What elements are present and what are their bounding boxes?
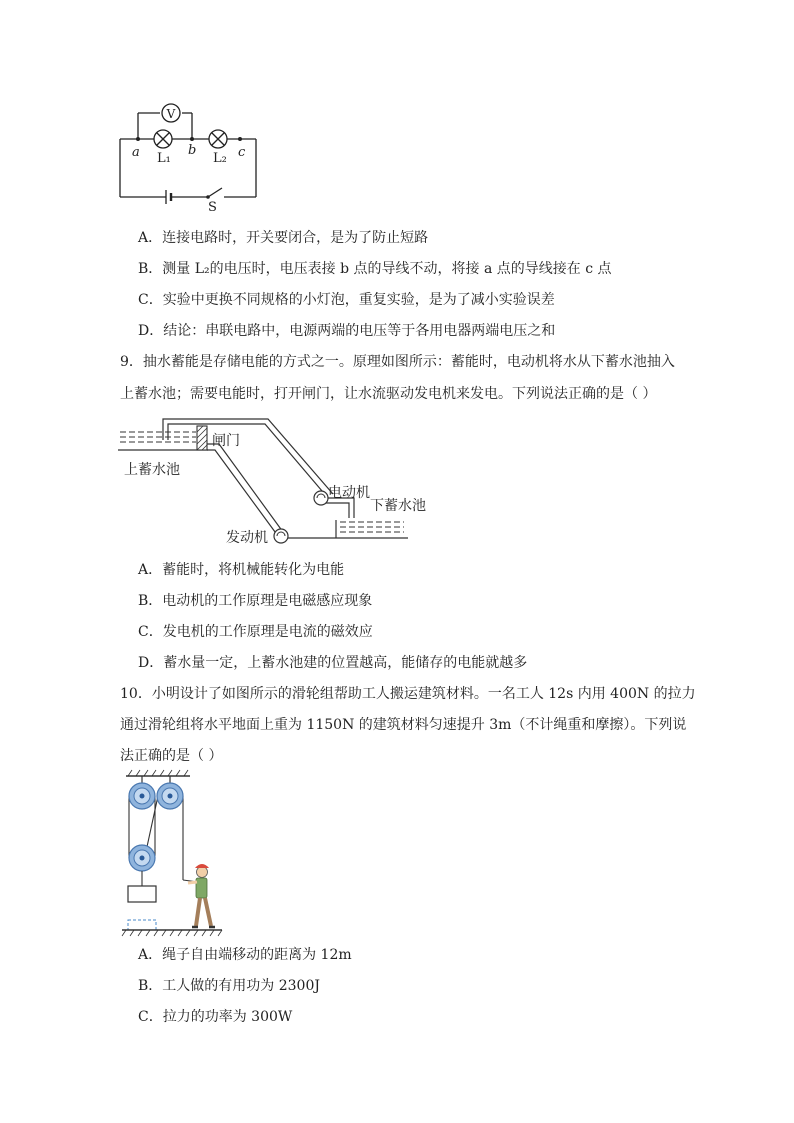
- battery-symbol: [166, 190, 171, 204]
- q8-option-c: C．实验中更换不同规格的小灯泡，重复实验，是为了减小实验误差: [138, 292, 555, 308]
- fixed-pulley-left: [129, 783, 155, 809]
- q10-stem-line1: 10．小明设计了如图所示的滑轮组帮助工人搬运建筑材料。一名工人 12s 内用 400N 的拉力: [120, 686, 696, 702]
- generator-label: 发动机: [226, 530, 268, 546]
- motor-symbol: [314, 491, 328, 505]
- q8-option-b: B．测量 L₂的电压时，电压表接 b 点的导线不动，将接 a 点的导线接在 c 点: [138, 261, 612, 277]
- q9-option-d: D．蓄水量一定，上蓄水池建的位置越高，能储存的电能就越多: [138, 655, 528, 671]
- q9-stem-line1: 9．抽水蓄能是存储电能的方式之一。原理如图所示：蓄能时，电动机将水从下蓄水池抽入: [120, 354, 675, 370]
- lamp-l2: [209, 130, 227, 148]
- voltmeter-label: V: [166, 107, 176, 121]
- q10-stem-line3: 法正确的是（ ）: [120, 748, 223, 764]
- gate-symbol: [197, 426, 207, 450]
- switch-label: S: [208, 200, 217, 215]
- q10-stem-line2: 通过滑轮组将水平地面上重为 1150N 的建筑材料匀速提升 3m（不计绳重和摩擦）。下列说: [120, 717, 687, 733]
- point-b-label: b: [188, 143, 197, 158]
- lamp2-label: L₂: [213, 151, 227, 166]
- voltmeter-symbol: [162, 104, 180, 122]
- q9-option-c: C．发电机的工作原理是电流的磁效应: [138, 624, 373, 640]
- lower-pool-label: 下蓄水池: [370, 498, 426, 514]
- load-original-position: [128, 920, 156, 930]
- worker-figure: [188, 864, 215, 927]
- q9-stem-line2: 上蓄水池；需要电能时，打开闸门，让水流驱动发电机来发电。下列说法正确的是（ ）: [120, 386, 657, 402]
- movable-pulley: [129, 845, 155, 871]
- lamp-l1: [154, 130, 172, 148]
- upper-pool-label: 上蓄水池: [124, 462, 180, 478]
- point-a-label: a: [132, 145, 140, 160]
- gate-label: 闸门: [212, 433, 240, 449]
- q10-option-c: C．拉力的功率为 300W: [138, 1009, 293, 1025]
- point-c-label: c: [238, 145, 246, 160]
- load-block: [128, 886, 156, 902]
- q10-option-a: A．绳子自由端移动的距离为 12m: [138, 947, 352, 963]
- q10-option-b: B．工人做的有用功为 2300J: [138, 978, 320, 994]
- fixed-pulley-right: [157, 783, 183, 809]
- generator-symbol: [274, 529, 288, 543]
- q8-option-a: A．连接电路时，开关要闭合，是为了防止短路: [138, 230, 429, 246]
- motor-label: 电动机: [328, 485, 370, 501]
- q9-option-b: B．电动机的工作原理是电磁感应现象: [138, 593, 373, 609]
- pulley-system-diagram: [118, 766, 228, 941]
- pumped-storage-diagram: [118, 412, 426, 552]
- circuit-diagram: [110, 95, 270, 215]
- lamp1-label: L₁: [157, 151, 171, 166]
- q8-option-d: D．结论：串联电路中，电源两端的电压等于各用电器两端电压之和: [138, 323, 556, 339]
- q9-option-a: A．蓄能时，将机械能转化为电能: [138, 562, 345, 578]
